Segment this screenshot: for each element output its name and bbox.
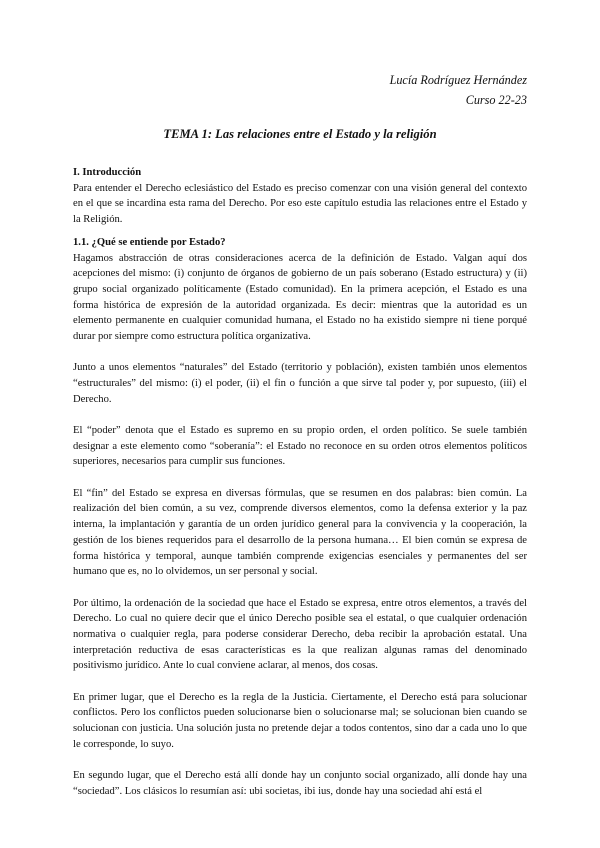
author-name: Lucía Rodríguez Hernández (389, 73, 527, 87)
paragraph: Hagamos abstracción de otras consideraciones acerca de la definición de Estado. Valgan aquí dos acepciones del mismo: (i) conjunto de órganos de gobierno de un país soberano (Estado estructura) y (ii) grupo social organizado políticamente (Estado comunidad). En la primera acepción, el Estado es una forma histórica de expresión de la autoridad organizada. Es decir: mientras que la autoridad es un elemento permanente en cualquier comunidad humana, el Estado no ha existido siempre ni tiene porqué durar por siempre como estructura política organizativa. (73, 252, 527, 343)
paragraph: El “poder” denota que el Estado es supremo en su propio orden, el orden político. Se suele también designar a este elemento como “soberanía”: el Estado no reconoce en su orden otros elementos políticos superiores, necesarios para cumplir sus funciones. (73, 425, 527, 468)
paragraph: Junto a unos elementos “naturales” del Estado (territorio y población), existen también unos elementos “estructurales” del mismo: (i) el poder, (ii) el fin o función a que sirve tal poder y, por supuesto, (iii) el Derecho. (73, 362, 527, 405)
paragraph: El “fin” del Estado se expresa en diversas fórmulas, que se resumen en dos palabras: bien común. La realización del bien común, a su vez, comprende diversos elementos, como la defensa exterior y la paz interna, la implantación y garantía de un orden jurídico general para la convivencia y la cooperación, la gestión de los bienes requeridos para el desarrollo de la persona humana… El bien común se expresa de forma histórica y temporal, aunque también comprende exigencias esenciales y permanentes del ser humano que es, no lo olvidemos, un ser personal y social. (73, 487, 527, 578)
section-heading-introduccion: I. Introducción (73, 167, 142, 178)
section-heading-estado: 1.1. ¿Qué se entiende por Estado? (73, 236, 226, 248)
document-title: TEMA 1: Las relaciones entre el Estado y la religión (163, 127, 437, 141)
course-year: Curso 22-23 (465, 93, 527, 107)
paragraph: En primer lugar, que el Derecho es la regla de la Justicia. Ciertamente, el Derecho está para solucionar conflictos. Pero los conflictos pueden solucionarse bien o solucionarse mal; se solucionan bien cuando se solucionan con justicia. Una solución justa no pretende dejar a todos contentos, sino dar a cada uno lo que le corresponde, lo suyo. (73, 691, 527, 750)
document-body (73, 165, 527, 799)
header (390, 70, 527, 110)
paragraph: Para entender el Derecho eclesiástico del Estado es preciso comenzar con una visión general del contexto en el que se incardina esta rama del Derecho. Por eso este capítulo estudia las relaciones entre el Estado y la Religión. (73, 182, 527, 226)
paragraph: En segundo lugar, que el Derecho está allí donde hay un conjunto social organizado, allí donde hay una “sociedad”. Los clásicos lo resumían así: ubi societas, ibi ius, donde hay una sociedad ahí está el (73, 770, 527, 797)
paragraph: Por último, la ordenación de la sociedad que hace el Estado se expresa, entre otros elementos, a través del Derecho. Lo cual no quiere decir que el único Derecho posible sea el estatal, o que cualquier ordenación normativa o cualquier regla, para poderse considerar Derecho, deba recibir la aprobación estatal. Una interpretación reductiva de esas características es la que realizan algunas ramas del denominado positivismo jurídico. Ante lo cual conviene aclarar, al menos, dos cosas. (73, 597, 527, 672)
